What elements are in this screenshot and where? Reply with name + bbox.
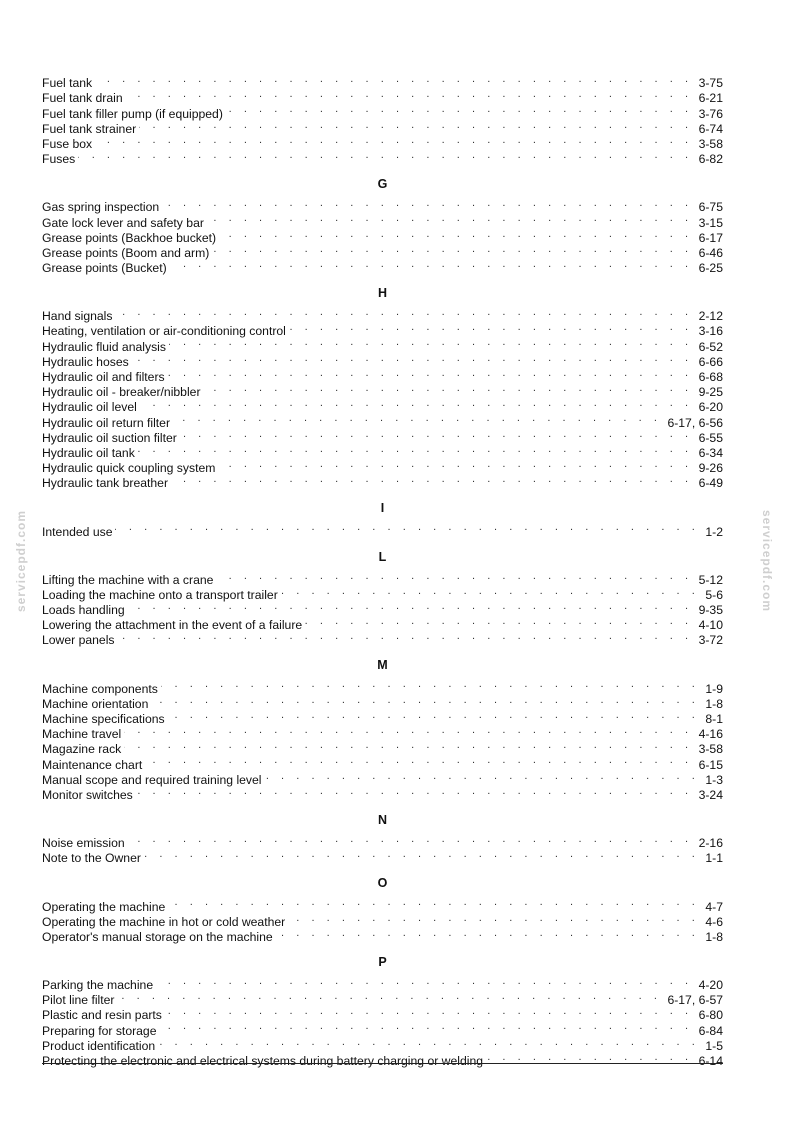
dot-leader (124, 738, 692, 753)
entry-page-ref: 6-17, 6-56 (667, 415, 723, 430)
index-entry[interactable] (42, 847, 723, 866)
entry-page-ref: 1-2 (705, 524, 723, 539)
entry-page-ref: 6-34 (698, 445, 723, 460)
index-entry[interactable] (42, 411, 723, 430)
index-entry[interactable] (42, 1004, 723, 1023)
entry-page-ref: 6-15 (698, 757, 723, 772)
dot-leader (128, 599, 693, 614)
index-entry[interactable] (42, 614, 723, 633)
dot-leader (180, 427, 693, 442)
entry-label: Fuel tank (42, 76, 93, 91)
entry-label: Monitor switches (42, 787, 133, 802)
entry-page-ref: 6-74 (698, 121, 723, 136)
entry-page-ref: 4-6 (705, 914, 723, 929)
index-entry[interactable] (42, 457, 723, 476)
index-section (42, 812, 723, 866)
section-letter-heading: P (378, 954, 387, 969)
dot-leader (158, 1035, 699, 1050)
index-page (42, 72, 723, 1068)
index-section (42, 954, 723, 1068)
entry-page-ref: 1-5 (705, 1038, 723, 1053)
entry-label: Intended use (42, 524, 113, 539)
index-section (42, 876, 723, 944)
dot-leader (117, 989, 661, 1004)
dot-leader (168, 366, 693, 381)
entry-page-ref: 9-26 (698, 461, 723, 476)
entry-label: Lifting the machine with a crane (42, 572, 214, 587)
index-entry[interactable] (42, 148, 723, 167)
dot-leader (115, 305, 692, 320)
dot-leader (115, 520, 699, 535)
dot-leader (289, 320, 693, 335)
index-entry[interactable] (42, 569, 723, 587)
entry-label: Operating the machine in hot or cold weather (42, 914, 286, 929)
entry-label: Lower panels (42, 633, 115, 648)
dot-leader (170, 257, 693, 272)
dot-leader (95, 133, 692, 148)
section-letter-heading: I (380, 501, 385, 516)
dot-leader (124, 723, 692, 738)
dot-leader (173, 411, 661, 426)
dot-leader (161, 677, 700, 692)
entry-label: Hydraulic tank breather (42, 476, 168, 491)
index-section (42, 658, 723, 802)
dot-leader (265, 769, 700, 784)
entry-label: Product identification (42, 1038, 156, 1053)
entry-label: Hydraulic fluid analysis (42, 339, 166, 354)
entry-page-ref: 3-58 (698, 136, 723, 151)
entry-label: Parking the machine (42, 978, 154, 993)
entry-page-ref: 6-75 (698, 200, 723, 215)
entry-label: Pilot line filter (42, 993, 115, 1008)
index-entry[interactable] (42, 974, 723, 993)
index-entry[interactable] (42, 895, 723, 914)
index-entry[interactable] (42, 832, 723, 851)
entry-label: Hydraulic quick coupling system (42, 461, 216, 476)
index-entry[interactable] (42, 196, 723, 215)
entry-label: Hand signals (42, 309, 113, 324)
entry-page-ref: 2-16 (698, 836, 723, 851)
entry-page-ref: 6-82 (698, 152, 723, 167)
index-section (42, 286, 723, 491)
index-entry[interactable] (42, 351, 723, 369)
index-entry[interactable] (42, 753, 723, 772)
dot-leader (226, 102, 693, 117)
dot-leader (151, 693, 699, 708)
dot-leader (168, 895, 699, 910)
entry-page-ref: 2-12 (698, 309, 723, 324)
footer-rule (42, 1063, 723, 1064)
entry-label: Grease points (Boom and arm) (42, 245, 210, 260)
section-letter-heading: H (377, 286, 388, 301)
entry-page-ref: 6-66 (698, 354, 723, 369)
dot-leader (162, 196, 692, 211)
entry-page-ref: 3-24 (698, 787, 723, 802)
entry-page-ref: 6-17 (698, 230, 723, 245)
entry-label: Note to the Owner (42, 851, 141, 866)
entry-page-ref: 1-3 (705, 772, 723, 787)
dot-leader (126, 87, 693, 102)
dot-leader (78, 148, 692, 163)
entry-label: Fuel tank filler pump (if equipped) (42, 106, 223, 121)
dot-leader (128, 832, 693, 847)
dot-leader (165, 1004, 693, 1019)
entry-label: Machine specifications (42, 712, 165, 726)
entry-label: Fuse box (42, 136, 93, 151)
index-entry[interactable] (42, 520, 723, 539)
index-entry[interactable] (42, 118, 723, 136)
section-letter-heading: N (377, 812, 388, 827)
watermark-left: servicepdf.com (14, 510, 28, 613)
index-entry[interactable] (42, 133, 723, 151)
dot-leader (144, 847, 699, 862)
section-letter-heading: L (378, 549, 387, 564)
entry-page-ref: 6-55 (698, 430, 723, 445)
dot-leader (140, 396, 693, 411)
index-entry[interactable] (42, 366, 723, 384)
entry-page-ref: 3-16 (698, 324, 723, 339)
entry-page-ref: 3-72 (698, 633, 723, 648)
index-entry[interactable] (42, 396, 723, 415)
entry-label: Fuel tank drain (42, 91, 123, 106)
entry-label: Machine components (42, 681, 158, 696)
index-entry[interactable] (42, 989, 723, 1008)
entry-page-ref: 8-1 (705, 712, 723, 726)
dot-leader (169, 335, 693, 350)
entry-page-ref: 9-35 (698, 603, 723, 618)
entry-label: Lowering the attachment in the event of a failure (42, 618, 303, 633)
entry-page-ref: 1-9 (705, 681, 723, 696)
entry-label: Operating the machine (42, 899, 166, 914)
entry-page-ref: 4-10 (698, 618, 723, 633)
entry-label: Fuel tank strainer (42, 121, 137, 136)
dot-leader (219, 227, 692, 242)
entry-page-ref: 6-49 (698, 476, 723, 491)
dot-leader (132, 351, 693, 366)
entry-label: Operator's manual storage on the machine (42, 929, 273, 944)
entry-page-ref: 6-25 (698, 261, 723, 276)
entry-page-ref: 1-8 (705, 696, 723, 711)
entry-label: Magazine rack (42, 742, 122, 757)
entry-page-ref: 6-14 (698, 1054, 723, 1068)
entry-page-ref: 6-20 (698, 400, 723, 415)
entry-page-ref: 6-68 (698, 370, 723, 384)
entry-label: Gas spring inspection (42, 200, 160, 215)
index-entry[interactable] (42, 442, 723, 460)
dot-leader (95, 72, 692, 87)
dot-leader (168, 708, 700, 723)
dot-leader (207, 211, 693, 226)
index-entry[interactable] (42, 784, 723, 802)
dot-leader (288, 911, 699, 926)
entry-label: Hydraulic oil and filters (42, 370, 165, 384)
entry-label: Hydraulic oil suction filter (42, 430, 177, 445)
entry-page-ref: 6-21 (698, 91, 723, 106)
section-letter-heading: O (377, 876, 388, 891)
entry-page-ref: 4-7 (705, 899, 723, 914)
entry-page-ref: 3-15 (698, 215, 723, 230)
dot-leader (118, 629, 693, 644)
entry-label: Protecting the electronic and electrical systems during battery charging or welding (42, 1054, 484, 1068)
entry-label: Fuses (42, 152, 76, 167)
entry-page-ref: 3-58 (698, 742, 723, 757)
entry-label: Hydraulic oil tank (42, 445, 135, 460)
entry-page-ref: 4-20 (698, 978, 723, 993)
entry-label: Machine orientation (42, 696, 149, 711)
entry-label: Hydraulic hoses (42, 354, 129, 369)
entry-label: Heating, ventilation or air-conditioning control (42, 324, 286, 339)
dot-leader (305, 614, 692, 629)
entry-label: Grease points (Backhoe bucket) (42, 230, 217, 245)
entry-page-ref: 4-16 (698, 727, 723, 742)
dot-leader (139, 118, 692, 133)
entry-label: Machine travel (42, 727, 122, 742)
section-letter-heading: G (377, 177, 388, 192)
dot-leader (171, 472, 693, 487)
entry-page-ref: 5-12 (698, 572, 723, 587)
dot-leader (281, 584, 700, 599)
dot-leader (212, 242, 692, 257)
entry-label: Manual scope and required training level (42, 772, 262, 787)
index-section (42, 72, 723, 167)
index-entry[interactable] (42, 629, 723, 648)
index-section (42, 549, 723, 648)
index-entry[interactable] (42, 102, 723, 121)
entry-label: Noise emission (42, 836, 125, 851)
index-entry[interactable] (42, 87, 723, 106)
dot-leader (216, 569, 692, 584)
entry-label: Hydraulic oil level (42, 400, 137, 415)
entry-page-ref: 6-52 (698, 339, 723, 354)
entry-page-ref: 1-1 (705, 851, 723, 866)
entry-page-ref: 6-46 (698, 245, 723, 260)
entry-label: Preparing for storage (42, 1023, 157, 1038)
index-entry[interactable] (42, 72, 723, 91)
index-section (42, 501, 723, 539)
entry-page-ref: 6-17, 6-57 (667, 993, 723, 1008)
dot-leader (276, 926, 700, 941)
watermark-right: servicepdf.com (760, 510, 774, 613)
entry-page-ref: 3-75 (698, 76, 723, 91)
dot-leader (138, 442, 693, 457)
index-entry[interactable] (42, 723, 723, 742)
index-entry[interactable] (42, 320, 723, 339)
dot-leader (136, 784, 693, 799)
entry-page-ref: 5-6 (705, 587, 723, 602)
entry-page-ref: 9-25 (698, 385, 723, 400)
index-entry[interactable] (42, 677, 723, 696)
entry-page-ref: 1-8 (705, 929, 723, 944)
dot-leader (218, 457, 692, 472)
index-entry[interactable] (42, 738, 723, 757)
index-entry[interactable] (42, 305, 723, 324)
entry-label: Maintenance chart (42, 757, 143, 772)
entry-page-ref: 3-76 (698, 106, 723, 121)
entry-label: Hydraulic oil return filter (42, 415, 171, 430)
dot-leader (156, 974, 692, 989)
entry-label: Hydraulic oil - breaker/nibbler (42, 385, 201, 400)
entry-label: Loads handling (42, 603, 125, 618)
dot-leader (145, 753, 692, 768)
dot-leader (160, 1019, 693, 1034)
entry-label: Grease points (Bucket) (42, 261, 167, 276)
index-section (42, 177, 723, 276)
dot-leader (204, 381, 693, 396)
entry-label: Loading the machine onto a transport trailer (42, 587, 278, 602)
entry-label: Gate lock lever and safety bar (42, 215, 204, 230)
section-letter-heading: M (377, 658, 388, 673)
entry-page-ref: 6-84 (698, 1023, 723, 1038)
index-entry[interactable] (42, 599, 723, 618)
entry-page-ref: 6-80 (698, 1008, 723, 1023)
entry-label: Plastic and resin parts (42, 1008, 162, 1023)
